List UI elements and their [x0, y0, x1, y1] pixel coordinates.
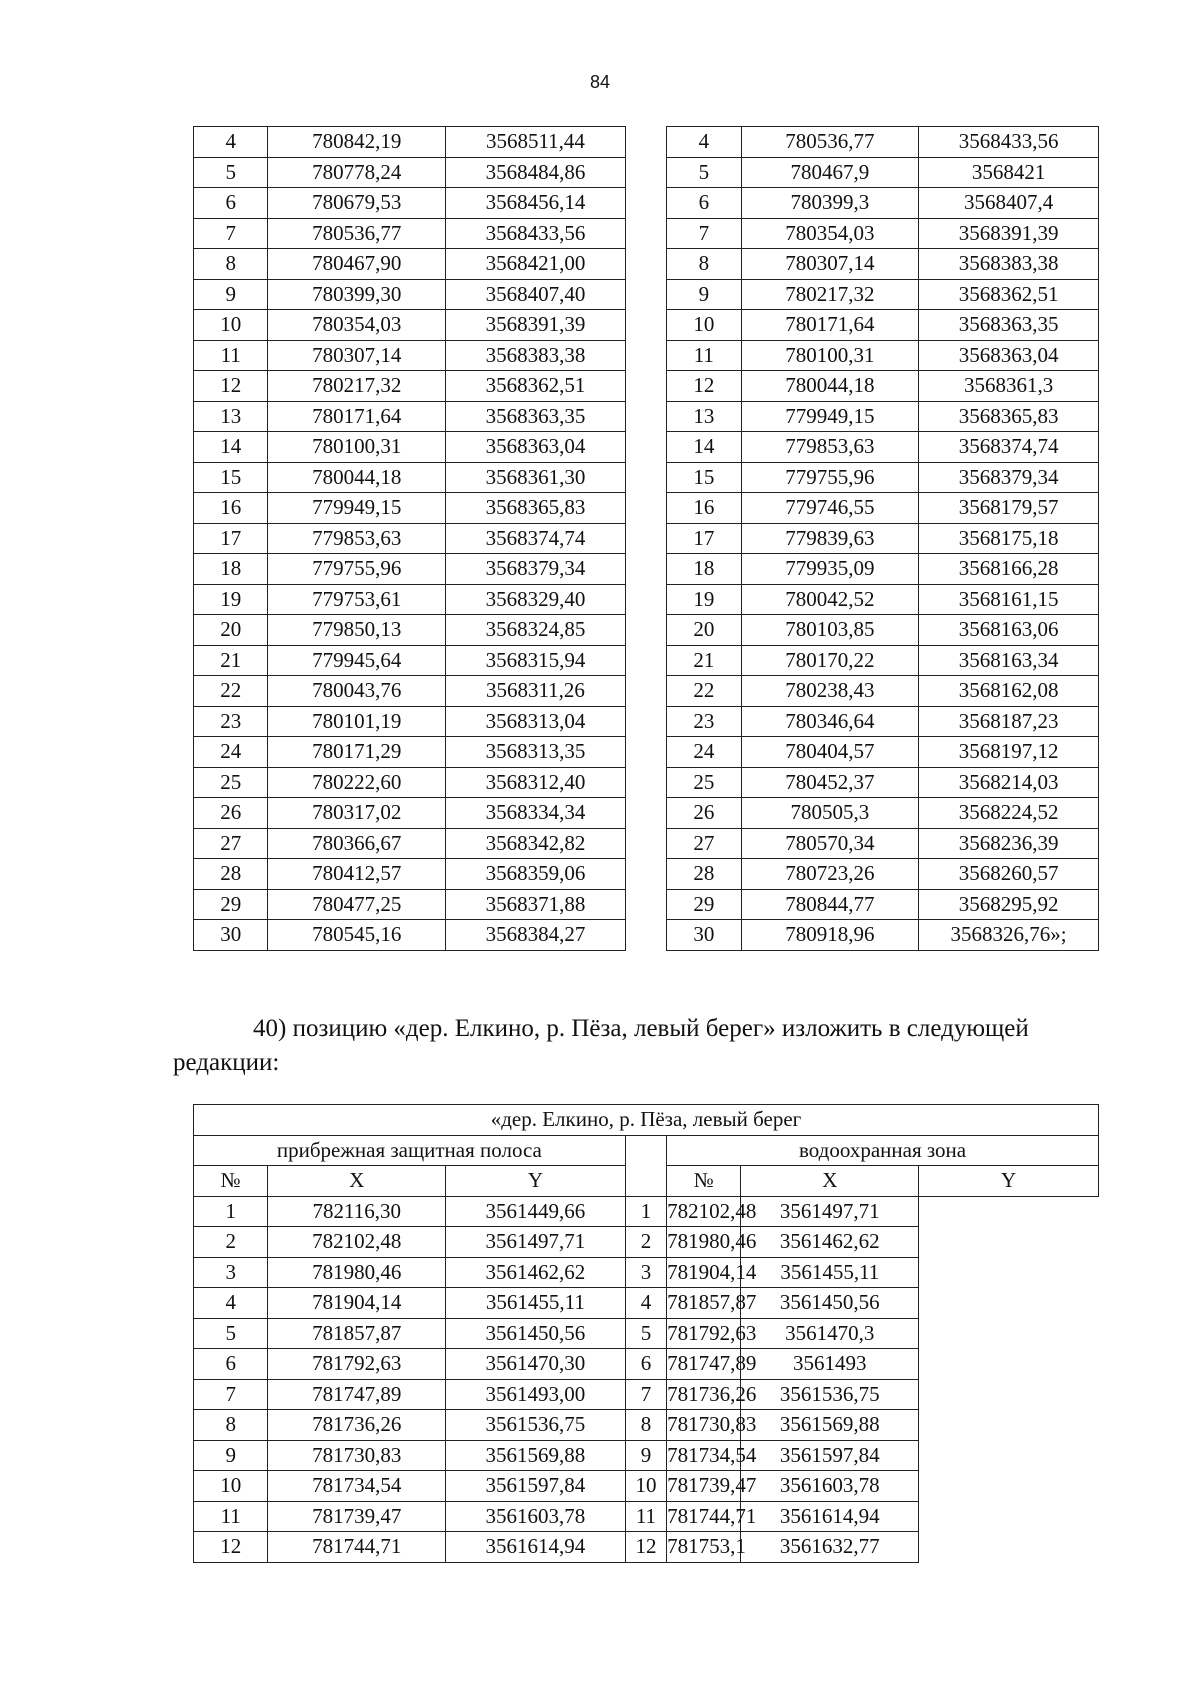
left-cell-number: 16 — [194, 493, 268, 524]
right-cell-x: 780346,64 — [741, 706, 919, 737]
right-cell-x: 781739,47 — [667, 1471, 741, 1502]
right-cell-y: 3561603,78 — [741, 1471, 919, 1502]
right-cell-number: 7 — [667, 218, 741, 249]
right-cell-y: 3568421 — [919, 157, 1099, 188]
table-title: «дер. Елкино, р. Пёза, левый берег — [194, 1105, 1099, 1136]
left-cell-y: 3568484,86 — [446, 157, 626, 188]
right-cell-x: 780217,32 — [741, 279, 919, 310]
column-header-number: № — [194, 1166, 268, 1197]
right-cell-number: 27 — [667, 828, 741, 859]
left-cell-y: 3561597,84 — [446, 1471, 626, 1502]
left-cell-x: 780043,76 — [268, 676, 446, 707]
right-cell-y: 3568224,52 — [919, 798, 1099, 829]
left-cell-x: 781904,14 — [268, 1288, 446, 1319]
left-cell-y: 3561470,30 — [446, 1349, 626, 1380]
right-cell-x: 782102,48 — [667, 1196, 741, 1227]
left-cell-number: 7 — [194, 1379, 268, 1410]
left-cell-number: 10 — [194, 310, 268, 341]
column-gap — [625, 1135, 666, 1196]
left-cell-x: 781980,46 — [268, 1257, 446, 1288]
left-cell-x: 781792,63 — [268, 1349, 446, 1380]
right-cell-y: 3561470,3 — [741, 1318, 919, 1349]
right-cell-y: 3568326,76»; — [919, 920, 1099, 951]
left-cell-x: 779945,64 — [268, 645, 446, 676]
right-cell-x: 780918,96 — [741, 920, 919, 951]
right-cell-y: 3568214,03 — [919, 767, 1099, 798]
right-cell-y: 3568391,39 — [919, 218, 1099, 249]
left-cell-x: 780044,18 — [268, 462, 446, 493]
left-cell-x: 781730,83 — [268, 1440, 446, 1471]
right-cell-number: 1 — [625, 1196, 666, 1227]
table-row — [194, 1288, 1099, 1319]
left-cell-number: 9 — [194, 279, 268, 310]
right-cell-y: 3568166,28 — [919, 554, 1099, 585]
left-cell-y: 3568363,35 — [446, 401, 626, 432]
right-cell-number: 4 — [667, 127, 741, 158]
left-cell-number: 26 — [194, 798, 268, 829]
right-cell-number: 2 — [625, 1227, 666, 1258]
left-cell-x: 780842,19 — [268, 127, 446, 158]
right-cell-x: 781904,14 — [667, 1257, 741, 1288]
elkino-coordinates-table — [193, 1104, 1099, 1563]
right-cell-number: 26 — [667, 798, 741, 829]
table-row — [194, 1532, 1099, 1563]
right-cell-y: 3568383,38 — [919, 249, 1099, 280]
right-cell-x: 781857,87 — [667, 1288, 741, 1319]
right-cell-number: 4 — [625, 1288, 666, 1319]
right-cell-y: 3561614,94 — [741, 1501, 919, 1532]
left-cell-x: 780679,53 — [268, 188, 446, 219]
left-cell-number: 18 — [194, 554, 268, 585]
left-cell-y: 3568391,39 — [446, 310, 626, 341]
right-cell-number: 22 — [667, 676, 741, 707]
left-cell-number: 8 — [194, 1410, 268, 1441]
right-cell-number: 5 — [667, 157, 741, 188]
right-cell-x: 779935,09 — [741, 554, 919, 585]
right-cell-number: 14 — [667, 432, 741, 463]
right-cell-x: 779839,63 — [741, 523, 919, 554]
left-cell-number: 9 — [194, 1440, 268, 1471]
left-cell-x: 779850,13 — [268, 615, 446, 646]
left-cell-x: 781736,26 — [268, 1410, 446, 1441]
left-cell-y: 3568407,40 — [446, 279, 626, 310]
table-row — [194, 127, 1099, 158]
right-cell-number: 12 — [667, 371, 741, 402]
right-cell-x: 780044,18 — [741, 371, 919, 402]
left-cell-x: 780317,02 — [268, 798, 446, 829]
right-cell-x: 781744,71 — [667, 1501, 741, 1532]
right-cell-number: 24 — [667, 737, 741, 768]
left-cell-y: 3568312,40 — [446, 767, 626, 798]
right-cell-number: 3 — [625, 1257, 666, 1288]
right-cell-x: 780238,43 — [741, 676, 919, 707]
left-cell-number: 10 — [194, 1471, 268, 1502]
right-cell-y: 3561597,84 — [741, 1440, 919, 1471]
amendment-text-line-1: 40) позицию «дер. Елкино, р. Пёза, левый берег» изложить в следующей — [253, 1015, 1029, 1042]
left-cell-x: 781747,89 — [268, 1379, 446, 1410]
left-cell-number: 6 — [194, 1349, 268, 1380]
left-cell-y: 3561450,56 — [446, 1318, 626, 1349]
left-cell-y: 3568311,26 — [446, 676, 626, 707]
left-cell-x: 779853,63 — [268, 523, 446, 554]
section-header-row — [194, 1135, 1099, 1166]
right-cell-number: 21 — [667, 645, 741, 676]
right-cell-x: 781736,26 — [667, 1379, 741, 1410]
left-cell-x: 780217,32 — [268, 371, 446, 402]
column-gap — [625, 127, 666, 951]
left-cell-x: 780477,25 — [268, 889, 446, 920]
right-cell-number: 5 — [625, 1318, 666, 1349]
left-cell-x: 780467,90 — [268, 249, 446, 280]
right-cell-number: 10 — [667, 310, 741, 341]
right-cell-x: 780100,31 — [741, 340, 919, 371]
right-cell-y: 3568236,39 — [919, 828, 1099, 859]
right-cell-x: 780307,14 — [741, 249, 919, 280]
left-cell-y: 3561614,94 — [446, 1532, 626, 1563]
left-cell-y: 3561449,66 — [446, 1196, 626, 1227]
coordinates-table-body — [194, 127, 1099, 951]
left-cell-y: 3568313,35 — [446, 737, 626, 768]
left-cell-number: 11 — [194, 1501, 268, 1532]
left-cell-y: 3561603,78 — [446, 1501, 626, 1532]
right-cell-x: 780844,77 — [741, 889, 919, 920]
left-cell-x: 780366,67 — [268, 828, 446, 859]
right-cell-number: 11 — [667, 340, 741, 371]
right-cell-y: 3568295,92 — [919, 889, 1099, 920]
right-cell-x: 780536,77 — [741, 127, 919, 158]
left-cell-y: 3568456,14 — [446, 188, 626, 219]
coordinates-table-continued — [193, 126, 1099, 951]
left-cell-y: 3568313,04 — [446, 706, 626, 737]
right-cell-x: 780723,26 — [741, 859, 919, 890]
amendment-text-line-2: редакции: — [173, 1049, 280, 1076]
left-cell-x: 781744,71 — [268, 1532, 446, 1563]
right-cell-number: 6 — [625, 1349, 666, 1380]
right-cell-number: 12 — [625, 1532, 666, 1563]
left-cell-y: 3568383,38 — [446, 340, 626, 371]
left-cell-number: 5 — [194, 1318, 268, 1349]
right-cell-x: 780170,22 — [741, 645, 919, 676]
left-cell-y: 3568324,85 — [446, 615, 626, 646]
right-cell-number: 10 — [625, 1471, 666, 1502]
right-cell-y: 3568179,57 — [919, 493, 1099, 524]
right-cell-y: 3568379,34 — [919, 462, 1099, 493]
right-cell-x: 781980,46 — [667, 1227, 741, 1258]
left-cell-x: 780354,03 — [268, 310, 446, 341]
left-cell-y: 3568329,40 — [446, 584, 626, 615]
right-cell-y: 3568363,04 — [919, 340, 1099, 371]
right-cell-x: 780570,34 — [741, 828, 919, 859]
right-cell-y: 3561462,62 — [741, 1227, 919, 1258]
left-cell-number: 14 — [194, 432, 268, 463]
right-cell-y: 3568162,08 — [919, 676, 1099, 707]
left-cell-number: 28 — [194, 859, 268, 890]
left-cell-y: 3561497,71 — [446, 1227, 626, 1258]
left-cell-x: 780171,29 — [268, 737, 446, 768]
left-cell-y: 3568359,06 — [446, 859, 626, 890]
right-cell-y: 3568362,51 — [919, 279, 1099, 310]
left-cell-y: 3568421,00 — [446, 249, 626, 280]
right-cell-y: 3568187,23 — [919, 706, 1099, 737]
right-cell-y: 3568374,74 — [919, 432, 1099, 463]
left-cell-number: 20 — [194, 615, 268, 646]
right-cell-y: 3561450,56 — [741, 1288, 919, 1319]
right-cell-y: 3568361,3 — [919, 371, 1099, 402]
left-cell-y: 3561455,11 — [446, 1288, 626, 1319]
left-cell-number: 23 — [194, 706, 268, 737]
left-cell-y: 3568433,56 — [446, 218, 626, 249]
left-cell-x: 781739,47 — [268, 1501, 446, 1532]
right-cell-y: 3568260,57 — [919, 859, 1099, 890]
right-cell-x: 779949,15 — [741, 401, 919, 432]
table-row — [194, 1257, 1099, 1288]
right-cell-y: 3568161,15 — [919, 584, 1099, 615]
page-number: 84 — [589, 72, 611, 92]
right-cell-x: 779746,55 — [741, 493, 919, 524]
left-cell-number: 30 — [194, 920, 268, 951]
right-cell-y: 3561632,77 — [741, 1532, 919, 1563]
left-cell-x: 780399,30 — [268, 279, 446, 310]
table-row — [194, 1349, 1099, 1380]
left-cell-x: 780222,60 — [268, 767, 446, 798]
right-cell-x: 780354,03 — [741, 218, 919, 249]
column-header-number: № — [667, 1166, 741, 1197]
right-cell-x: 780505,3 — [741, 798, 919, 829]
left-cell-y: 3568365,83 — [446, 493, 626, 524]
left-cell-number: 29 — [194, 889, 268, 920]
right-cell-number: 30 — [667, 920, 741, 951]
column-header-y: Y — [919, 1166, 1099, 1197]
right-cell-x: 779755,96 — [741, 462, 919, 493]
left-cell-y: 3568371,88 — [446, 889, 626, 920]
right-cell-y: 3568363,35 — [919, 310, 1099, 341]
left-cell-number: 17 — [194, 523, 268, 554]
table-row — [194, 1410, 1099, 1441]
right-cell-x: 780103,85 — [741, 615, 919, 646]
left-cell-x: 779755,96 — [268, 554, 446, 585]
table-row — [194, 1379, 1099, 1410]
left-cell-number: 4 — [194, 127, 268, 158]
table-row — [194, 1227, 1099, 1258]
left-cell-y: 3568379,34 — [446, 554, 626, 585]
right-cell-number: 16 — [667, 493, 741, 524]
right-cell-y: 3561536,75 — [741, 1379, 919, 1410]
table-row — [194, 1318, 1099, 1349]
right-cell-number: 20 — [667, 615, 741, 646]
left-cell-y: 3561536,75 — [446, 1410, 626, 1441]
left-cell-y: 3568511,44 — [446, 127, 626, 158]
left-cell-y: 3568342,82 — [446, 828, 626, 859]
right-cell-number: 7 — [625, 1379, 666, 1410]
left-cell-y: 3561569,88 — [446, 1440, 626, 1471]
right-cell-y: 3568197,12 — [919, 737, 1099, 768]
left-cell-y: 3561462,62 — [446, 1257, 626, 1288]
right-cell-number: 8 — [667, 249, 741, 280]
left-cell-y: 3568363,04 — [446, 432, 626, 463]
left-cell-y: 3568374,74 — [446, 523, 626, 554]
right-cell-x: 780404,57 — [741, 737, 919, 768]
right-cell-x: 781792,63 — [667, 1318, 741, 1349]
right-cell-y: 3568163,06 — [919, 615, 1099, 646]
right-cell-x: 780452,37 — [741, 767, 919, 798]
right-cell-number: 15 — [667, 462, 741, 493]
left-cell-number: 12 — [194, 1532, 268, 1563]
table-row — [194, 1440, 1099, 1471]
left-cell-number: 24 — [194, 737, 268, 768]
left-cell-x: 780307,14 — [268, 340, 446, 371]
left-cell-y: 3568362,51 — [446, 371, 626, 402]
left-cell-x: 780171,64 — [268, 401, 446, 432]
right-cell-y: 3568433,56 — [919, 127, 1099, 158]
left-cell-x: 779753,61 — [268, 584, 446, 615]
section-water-protection-zone: водоохранная зона — [667, 1135, 1099, 1166]
left-cell-number: 25 — [194, 767, 268, 798]
right-cell-y: 3561497,71 — [741, 1196, 919, 1227]
left-cell-number: 4 — [194, 1288, 268, 1319]
column-header-x: X — [268, 1166, 446, 1197]
table-row — [194, 1501, 1099, 1532]
left-cell-number: 27 — [194, 828, 268, 859]
left-cell-number: 12 — [194, 371, 268, 402]
right-cell-x: 781747,89 — [667, 1349, 741, 1380]
left-cell-number: 5 — [194, 157, 268, 188]
left-cell-y: 3561493,00 — [446, 1379, 626, 1410]
column-header-x: X — [741, 1166, 919, 1197]
column-header-y: Y — [446, 1166, 626, 1197]
right-cell-number: 18 — [667, 554, 741, 585]
elkino-table-body — [194, 1196, 1099, 1562]
left-cell-number: 15 — [194, 462, 268, 493]
right-cell-number: 8 — [625, 1410, 666, 1441]
right-cell-number: 9 — [667, 279, 741, 310]
right-cell-y: 3568175,18 — [919, 523, 1099, 554]
right-cell-y: 3568163,34 — [919, 645, 1099, 676]
table-row — [194, 1196, 1099, 1227]
right-cell-number: 6 — [667, 188, 741, 219]
right-cell-number: 25 — [667, 767, 741, 798]
left-cell-y: 3568361,30 — [446, 462, 626, 493]
left-cell-number: 11 — [194, 340, 268, 371]
right-cell-x: 781734,54 — [667, 1440, 741, 1471]
right-cell-x: 780171,64 — [741, 310, 919, 341]
left-cell-number: 22 — [194, 676, 268, 707]
right-cell-y: 3561455,11 — [741, 1257, 919, 1288]
section-coastal-protective-strip: прибрежная защитная полоса — [194, 1135, 626, 1166]
left-cell-y: 3568334,34 — [446, 798, 626, 829]
left-cell-y: 3568315,94 — [446, 645, 626, 676]
right-cell-number: 13 — [667, 401, 741, 432]
left-cell-x: 780412,57 — [268, 859, 446, 890]
right-cell-x: 781753,1 — [667, 1532, 741, 1563]
left-cell-number: 3 — [194, 1257, 268, 1288]
amendment-paragraph — [173, 1012, 1123, 1080]
right-cell-y: 3561569,88 — [741, 1410, 919, 1441]
table-title-row — [194, 1105, 1099, 1136]
left-cell-x: 780778,24 — [268, 157, 446, 188]
left-cell-x: 781734,54 — [268, 1471, 446, 1502]
left-cell-x: 782116,30 — [268, 1196, 446, 1227]
left-cell-x: 779949,15 — [268, 493, 446, 524]
right-cell-x: 780042,52 — [741, 584, 919, 615]
right-cell-x: 779853,63 — [741, 432, 919, 463]
right-cell-x: 780399,3 — [741, 188, 919, 219]
right-cell-x: 781730,83 — [667, 1410, 741, 1441]
right-cell-y: 3561493 — [741, 1349, 919, 1380]
right-cell-number: 19 — [667, 584, 741, 615]
left-cell-number: 19 — [194, 584, 268, 615]
left-cell-x: 780101,19 — [268, 706, 446, 737]
left-cell-number: 6 — [194, 188, 268, 219]
left-cell-number: 13 — [194, 401, 268, 432]
right-cell-number: 23 — [667, 706, 741, 737]
right-cell-x: 780467,9 — [741, 157, 919, 188]
left-cell-number: 2 — [194, 1227, 268, 1258]
right-cell-number: 11 — [625, 1501, 666, 1532]
left-cell-number: 1 — [194, 1196, 268, 1227]
left-cell-number: 7 — [194, 218, 268, 249]
right-cell-number: 9 — [625, 1440, 666, 1471]
right-cell-number: 29 — [667, 889, 741, 920]
left-cell-x: 780536,77 — [268, 218, 446, 249]
left-cell-x: 781857,87 — [268, 1318, 446, 1349]
left-cell-x: 780545,16 — [268, 920, 446, 951]
right-cell-number: 17 — [667, 523, 741, 554]
table-row — [194, 1471, 1099, 1502]
left-cell-x: 780100,31 — [268, 432, 446, 463]
right-cell-number: 28 — [667, 859, 741, 890]
left-cell-x: 782102,48 — [268, 1227, 446, 1258]
right-cell-y: 3568365,83 — [919, 401, 1099, 432]
left-cell-number: 21 — [194, 645, 268, 676]
left-cell-number: 8 — [194, 249, 268, 280]
right-cell-y: 3568407,4 — [919, 188, 1099, 219]
left-cell-y: 3568384,27 — [446, 920, 626, 951]
